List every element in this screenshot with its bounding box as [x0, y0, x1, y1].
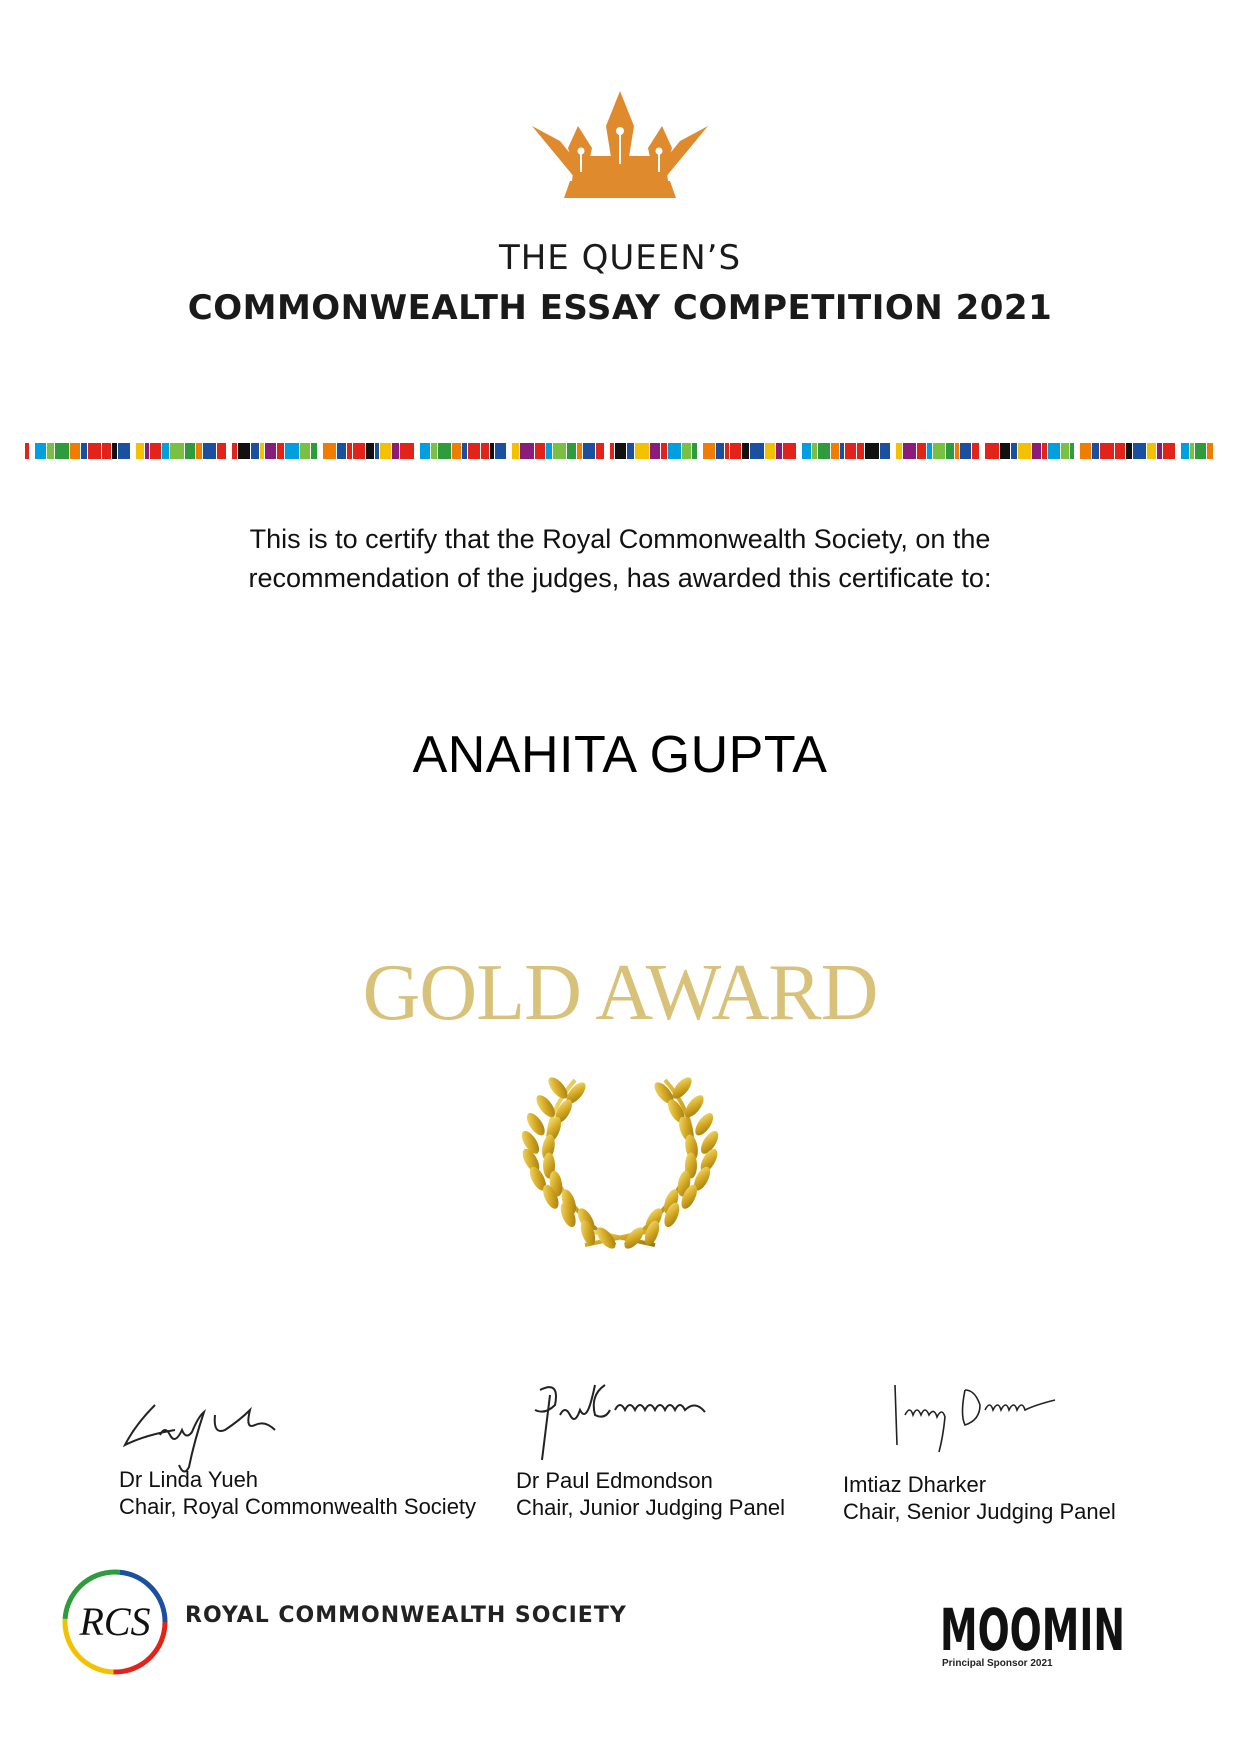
certify-line-2: recommendation of the judges, has awarded this certificate to:: [248, 563, 992, 593]
strip-segment: [81, 443, 87, 459]
signatory-role: Chair, Junior Judging Panel: [516, 1495, 786, 1520]
strip-segment: [25, 443, 29, 459]
strip-segment: [512, 443, 519, 459]
strip-segment: [337, 443, 346, 459]
strip-segment: [481, 443, 489, 459]
strip-segment: [1070, 443, 1074, 459]
strip-segment: [217, 443, 226, 459]
strip-segment: [162, 443, 169, 459]
signatory-role: Chair, Royal Commonwealth Society: [119, 1494, 477, 1519]
strip-segment: [1126, 443, 1132, 459]
strip-segment: [1048, 443, 1060, 459]
strip-segment: [431, 443, 437, 459]
strip-segment: [438, 443, 451, 459]
signatory-paul-edmondson: [516, 1467, 785, 1521]
strip-segment: [520, 443, 534, 459]
competition-title-line1: THE QUEEN’S: [498, 238, 742, 278]
strip-segment: [865, 443, 879, 459]
strip-segment: [917, 443, 926, 459]
strip-segment: [635, 443, 649, 459]
signatory-linda-yueh: [119, 1466, 476, 1520]
signatory-name: Dr Linda Yueh: [119, 1467, 259, 1492]
signatory-name: Dr Paul Edmondson: [516, 1468, 713, 1493]
moomin-logo-text: MOOMIN: [940, 1596, 1125, 1658]
strip-segment: [136, 443, 144, 459]
strip-segment: [238, 443, 250, 459]
strip-segment: [1147, 443, 1156, 459]
strip-segment: [380, 443, 391, 459]
strip-segment: [232, 443, 237, 459]
strip-segment: [857, 443, 864, 459]
signatory-name: Imtiaz Dharker: [843, 1472, 987, 1497]
strip-segment: [546, 443, 552, 459]
strip-segment: [840, 443, 844, 459]
strip-segment: [1207, 443, 1213, 459]
strip-segment: [1042, 443, 1047, 459]
strip-segment: [47, 443, 54, 459]
strip-segment: [927, 443, 932, 459]
signatory-role: Chair, Senior Judging Panel: [843, 1499, 1116, 1524]
strip-segment: [203, 443, 216, 459]
strip-segment: [150, 443, 161, 459]
strip-segment: [102, 443, 111, 459]
strip-segment: [1061, 443, 1069, 459]
strip-segment: [896, 443, 902, 459]
strip-segment: [661, 443, 667, 459]
strip-segment: [703, 443, 715, 459]
strip-segment: [802, 443, 811, 459]
strip-segment: [627, 443, 634, 459]
strip-segment: [196, 443, 202, 459]
strip-segment: [323, 443, 336, 459]
strip-segment: [1157, 443, 1162, 459]
strip-segment: [185, 443, 195, 459]
strip-segment: [933, 443, 945, 459]
strip-segment: [420, 443, 430, 459]
strip-segment: [392, 443, 399, 459]
strip-segment: [118, 443, 130, 459]
strip-segment: [112, 443, 117, 459]
strip-segment: [311, 443, 317, 459]
strip-segment: [70, 443, 80, 459]
strip-segment: [462, 443, 467, 459]
strip-segment: [1092, 443, 1099, 459]
strip-segment: [375, 443, 379, 459]
signature-paul-edmondson: [520, 1370, 760, 1470]
strip-segment: [880, 443, 890, 459]
strip-segment: [812, 443, 817, 459]
strip-segment: [265, 443, 276, 459]
strip-segment: [776, 443, 782, 459]
strip-segment: [1011, 443, 1017, 459]
strip-segment: [972, 443, 979, 459]
strip-segment: [300, 443, 310, 459]
competition-title-line2: COMMONWEALTH ESSAY COMPETITION 2021: [187, 288, 1053, 328]
strip-segment: [650, 443, 660, 459]
rcs-logo-text: RCS: [79, 1599, 151, 1644]
sponsor-caption: Principal Sponsor 2021: [942, 1658, 1053, 1669]
strip-segment: [610, 443, 614, 459]
strip-segment: [55, 443, 69, 459]
strip-segment: [145, 443, 149, 459]
moomin-logo: [940, 1588, 1130, 1658]
strip-segment: [251, 443, 259, 459]
strip-segment: [260, 443, 264, 459]
strip-segment: [1190, 443, 1194, 459]
strip-segment: [1195, 443, 1206, 459]
strip-segment: [366, 443, 374, 459]
strip-segment: [490, 443, 494, 459]
strip-segment: [577, 443, 582, 459]
certify-line-1: This is to certify that the Royal Commonwealth Society, on the: [249, 524, 991, 554]
strip-segment: [985, 443, 999, 459]
strip-segment: [730, 443, 741, 459]
strip-segment: [716, 443, 724, 459]
strip-segment: [1080, 443, 1091, 459]
signature-linda-yueh: [115, 1375, 315, 1475]
strip-segment: [1181, 443, 1189, 459]
strip-segment: [615, 443, 626, 459]
strip-segment: [1115, 443, 1125, 459]
recipient-name: ANAHITA GUPTA: [412, 726, 828, 784]
strip-segment: [692, 443, 697, 459]
crown-with-pen-nibs-icon: [530, 86, 710, 216]
strip-segment: [1018, 443, 1031, 459]
rcs-logo-icon: [60, 1567, 170, 1677]
strip-segment: [88, 443, 101, 459]
strip-segment: [553, 443, 566, 459]
strip-segment: [1000, 443, 1010, 459]
certification-statement: [160, 520, 1080, 598]
strip-segment: [955, 443, 959, 459]
strip-segment: [347, 443, 352, 459]
strip-segment: [742, 443, 749, 459]
strip-segment: [596, 443, 604, 459]
strip-segment: [468, 443, 480, 459]
strip-segment: [1032, 443, 1041, 459]
award-title: GOLD AWARD: [362, 949, 878, 1037]
strip-segment: [400, 443, 414, 459]
strip-segment: [1100, 443, 1114, 459]
strip-segment: [1133, 443, 1146, 459]
strip-segment: [668, 443, 681, 459]
strip-segment: [946, 443, 954, 459]
signatory-imtiaz-dharker: [843, 1471, 1116, 1525]
signature-imtiaz-dharker: [885, 1375, 1085, 1475]
strip-segment: [452, 443, 461, 459]
strip-segment: [277, 443, 284, 459]
strip-segment: [750, 443, 764, 459]
strip-segment: [495, 443, 506, 459]
strip-segment: [1163, 443, 1175, 459]
strip-segment: [725, 443, 729, 459]
strip-segment: [583, 443, 595, 459]
strip-segment: [567, 443, 576, 459]
strip-segment: [903, 443, 916, 459]
strip-segment: [682, 443, 691, 459]
strip-segment: [783, 443, 796, 459]
strip-segment: [765, 443, 775, 459]
laurel-wreath-icon: [505, 1070, 735, 1260]
strip-segment: [285, 443, 299, 459]
decorative-color-strip: [25, 443, 1213, 459]
rcs-name: ROYAL COMMONWEALTH SOCIETY: [185, 1603, 627, 1628]
strip-segment: [818, 443, 830, 459]
strip-segment: [960, 443, 971, 459]
strip-segment: [170, 443, 184, 459]
strip-segment: [353, 443, 365, 459]
strip-segment: [35, 443, 46, 459]
strip-segment: [535, 443, 545, 459]
strip-segment: [845, 443, 856, 459]
strip-segment: [831, 443, 839, 459]
